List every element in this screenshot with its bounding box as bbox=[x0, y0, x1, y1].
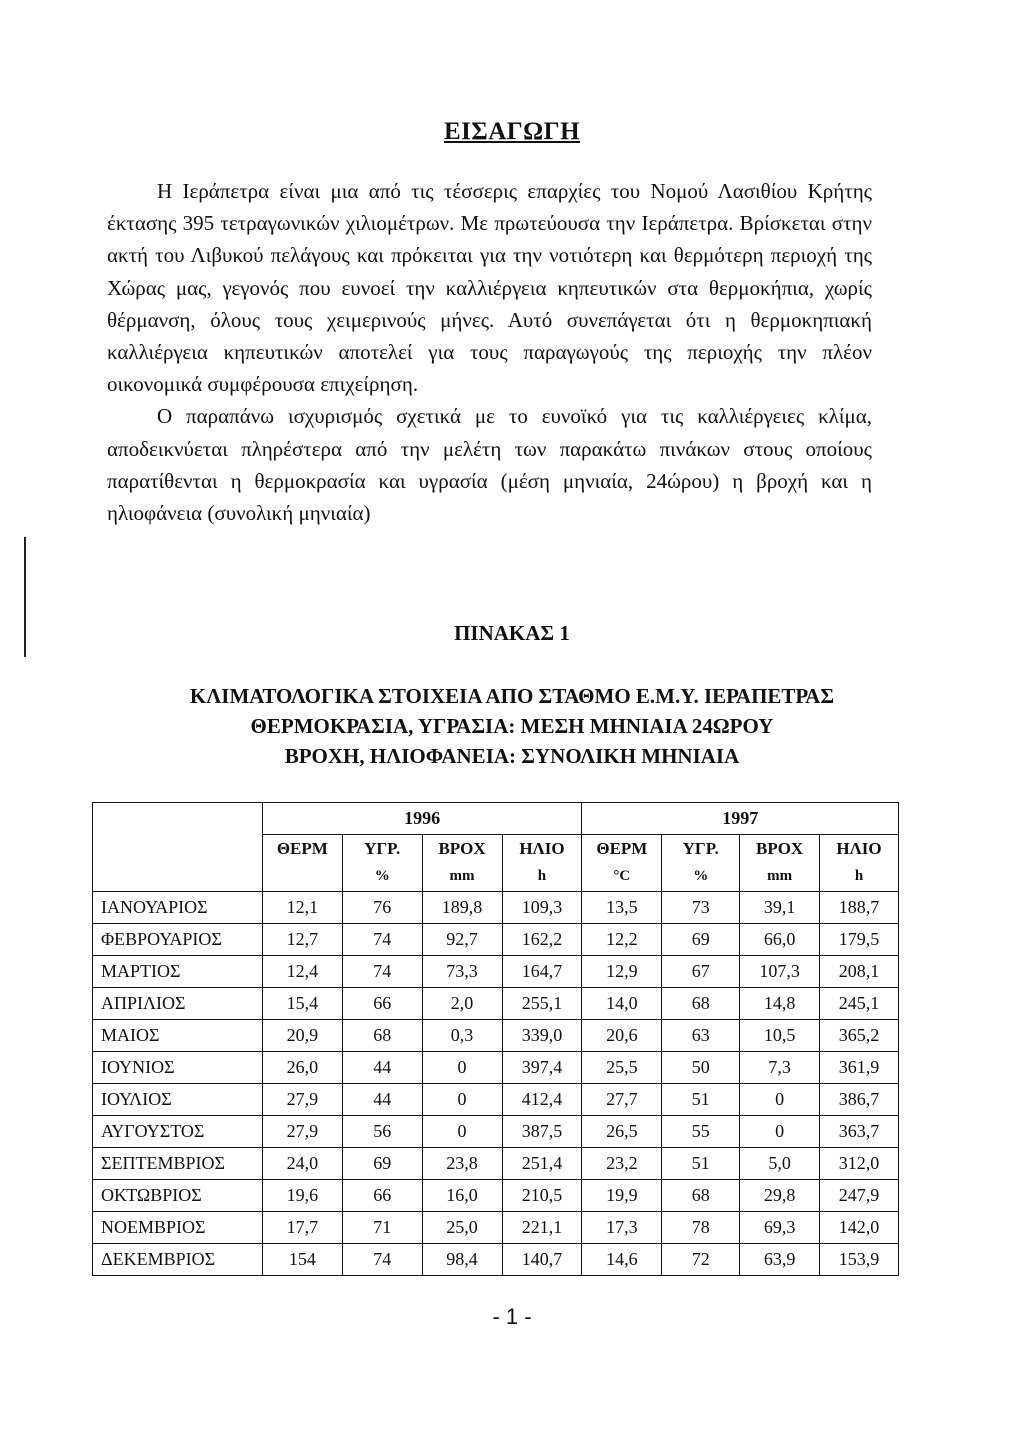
table-row bbox=[93, 1115, 899, 1147]
value-cell: 44 bbox=[342, 1051, 422, 1083]
value-cell: 361,9 bbox=[820, 1051, 899, 1083]
year-1996: 1996 bbox=[262, 803, 582, 835]
table-row bbox=[93, 1051, 899, 1083]
value-cell: 56 bbox=[342, 1115, 422, 1147]
value-cell: 74 bbox=[342, 923, 422, 955]
value-cell: 0 bbox=[422, 1115, 502, 1147]
value-cell: 109,3 bbox=[502, 891, 582, 923]
value-cell: 153,9 bbox=[820, 1243, 899, 1275]
value-cell: 210,5 bbox=[502, 1179, 582, 1211]
value-cell: 251,4 bbox=[502, 1147, 582, 1179]
value-cell: 39,1 bbox=[740, 891, 820, 923]
value-cell: 12,2 bbox=[582, 923, 662, 955]
value-cell: 142,0 bbox=[820, 1211, 899, 1243]
value-cell: 15,4 bbox=[262, 987, 342, 1019]
col-head: ΒΡΟΧ bbox=[740, 834, 820, 863]
value-cell: 189,8 bbox=[422, 891, 502, 923]
month-cell: ΣΕΠΤΕΜΒΡΙΟΣ bbox=[93, 1147, 263, 1179]
value-cell: 66 bbox=[342, 987, 422, 1019]
table-row bbox=[93, 1147, 899, 1179]
value-cell: 10,5 bbox=[740, 1019, 820, 1051]
unit-cell: °C bbox=[582, 863, 662, 892]
value-cell: 68 bbox=[342, 1019, 422, 1051]
table-row bbox=[93, 1083, 899, 1115]
table-row bbox=[93, 987, 899, 1019]
corner-cell bbox=[93, 803, 263, 835]
value-cell: 14,6 bbox=[582, 1243, 662, 1275]
value-cell: 50 bbox=[662, 1051, 740, 1083]
table-row bbox=[93, 1211, 899, 1243]
value-cell: 162,2 bbox=[502, 923, 582, 955]
table-subtitle-3: ΒΡΟΧΗ, ΗΛΙΟΦΑΝΕΙΑ: ΣΥΝΟΛΙΚΗ ΜΗΝΙΑΙΑ bbox=[284, 744, 740, 768]
value-cell: 245,1 bbox=[820, 987, 899, 1019]
column-header-row bbox=[93, 834, 899, 863]
value-cell: 164,7 bbox=[502, 955, 582, 987]
value-cell: 179,5 bbox=[820, 923, 899, 955]
value-cell: 17,3 bbox=[582, 1211, 662, 1243]
value-cell: 387,5 bbox=[502, 1115, 582, 1147]
year-1997: 1997 bbox=[582, 803, 899, 835]
month-cell: ΑΥΓΟΥΣΤΟΣ bbox=[93, 1115, 263, 1147]
table-row bbox=[93, 1019, 899, 1051]
col-head: ΘΕΡΜ bbox=[582, 834, 662, 863]
value-cell: 188,7 bbox=[820, 891, 899, 923]
table-row bbox=[93, 923, 899, 955]
value-cell: 247,9 bbox=[820, 1179, 899, 1211]
value-cell: 19,6 bbox=[262, 1179, 342, 1211]
value-cell: 12,7 bbox=[262, 923, 342, 955]
value-cell: 12,1 bbox=[262, 891, 342, 923]
value-cell: 68 bbox=[662, 1179, 740, 1211]
value-cell: 74 bbox=[342, 955, 422, 987]
value-cell: 76 bbox=[342, 891, 422, 923]
value-cell: 26,5 bbox=[582, 1115, 662, 1147]
value-cell: 365,2 bbox=[820, 1019, 899, 1051]
value-cell: 208,1 bbox=[820, 955, 899, 987]
value-cell: 14,0 bbox=[582, 987, 662, 1019]
value-cell: 20,6 bbox=[582, 1019, 662, 1051]
month-cell: ΦΕΒΡΟΥΑΡΙΟΣ bbox=[93, 923, 263, 955]
table-subtitle-2: ΘΕΡΜΟΚΡΑΣΙΑ, ΥΓΡΑΣΙΑ: ΜΕΣΗ ΜΗΝΙΑΙΑ 24ΩΡΟΥ bbox=[250, 714, 774, 738]
value-cell: 140,7 bbox=[502, 1243, 582, 1275]
page-heading: ΕΙΣΑΓΩΓΗ bbox=[443, 118, 581, 145]
value-cell: 73,3 bbox=[422, 955, 502, 987]
value-cell: 0 bbox=[422, 1083, 502, 1115]
value-cell: 92,7 bbox=[422, 923, 502, 955]
value-cell: 73 bbox=[662, 891, 740, 923]
value-cell: 51 bbox=[662, 1083, 740, 1115]
corner-cell bbox=[93, 834, 263, 863]
value-cell: 0,3 bbox=[422, 1019, 502, 1051]
month-cell: ΝΟΕΜΒΡΙΟΣ bbox=[93, 1211, 263, 1243]
col-head: ΘΕΡΜ bbox=[262, 834, 342, 863]
table-row bbox=[93, 891, 899, 923]
value-cell: 397,4 bbox=[502, 1051, 582, 1083]
value-cell: 23,2 bbox=[582, 1147, 662, 1179]
value-cell: 55 bbox=[662, 1115, 740, 1147]
value-cell: 25,0 bbox=[422, 1211, 502, 1243]
value-cell: 312,0 bbox=[820, 1147, 899, 1179]
value-cell: 44 bbox=[342, 1083, 422, 1115]
value-cell: 154 bbox=[262, 1243, 342, 1275]
paragraph-1: Η Ιεράπετρα είναι μια από τις τέσσερις επαρχίες του Νομού Λασιθίου Κρήτης έκτασης 395 τετραγωνικών χιλιομέτρων. Με πρωτεύουσα την Ιεράπετρα. Βρίσκεται στην ακτή του Λιβυκού πελάγους και πρόκειται για την νοτιότερη και θερμότερη περιοχή της Χώρας μας, γεγονός που ευνοεί την καλλιέργεια κηπευτικών στα θερμοκήπια, χωρίς θέρμανση, όλους τους χειμερινούς μήνες. Αυτό συνεπάγεται ότι η θερμοκηπιακή καλλιέργεια κηπευτικών αποτελεί για τους παραγωγούς της περιοχής την πλέον οικονομικά συμφέρουσα επιχείρηση. bbox=[107, 179, 872, 397]
value-cell: 71 bbox=[342, 1211, 422, 1243]
value-cell: 13,5 bbox=[582, 891, 662, 923]
intro-text bbox=[107, 175, 872, 529]
table-subtitle-1: ΚΛΙΜΑΤΟΛΟΓΙΚΑ ΣΤΟΙΧΕΙΑ ΑΠΟ ΣΤΑΘΜΟ Ε.Μ.Υ. ΙΕΡΑΠΕΤΡΑΣ bbox=[189, 684, 835, 708]
unit-cell: % bbox=[342, 863, 422, 892]
month-cell: ΑΠΡΙΛΙΟΣ bbox=[93, 987, 263, 1019]
unit-cell: mm bbox=[740, 863, 820, 892]
value-cell: 339,0 bbox=[502, 1019, 582, 1051]
value-cell: 12,9 bbox=[582, 955, 662, 987]
value-cell: 25,5 bbox=[582, 1051, 662, 1083]
value-cell: 255,1 bbox=[502, 987, 582, 1019]
table-title: ΠΙΝΑΚΑΣ 1 bbox=[454, 621, 570, 645]
value-cell: 412,4 bbox=[502, 1083, 582, 1115]
value-cell: 27,9 bbox=[262, 1115, 342, 1147]
value-cell: 5,0 bbox=[740, 1147, 820, 1179]
unit-cell bbox=[262, 863, 342, 892]
col-head: ΗΛΙΟ bbox=[820, 834, 899, 863]
value-cell: 386,7 bbox=[820, 1083, 899, 1115]
month-cell: ΙΟΥΝΙΟΣ bbox=[93, 1051, 263, 1083]
col-head: ΥΓΡ. bbox=[342, 834, 422, 863]
month-cell: ΟΚΤΩΒΡΙΟΣ bbox=[93, 1179, 263, 1211]
value-cell: 7,3 bbox=[740, 1051, 820, 1083]
value-cell: 0 bbox=[740, 1115, 820, 1147]
value-cell: 16,0 bbox=[422, 1179, 502, 1211]
value-cell: 29,8 bbox=[740, 1179, 820, 1211]
value-cell: 19,9 bbox=[582, 1179, 662, 1211]
value-cell: 0 bbox=[740, 1083, 820, 1115]
value-cell: 66,0 bbox=[740, 923, 820, 955]
value-cell: 69 bbox=[662, 923, 740, 955]
table-row bbox=[93, 1179, 899, 1211]
value-cell: 72 bbox=[662, 1243, 740, 1275]
month-cell: ΔΕΚΕΜΒΡΙΟΣ bbox=[93, 1243, 263, 1275]
value-cell: 2,0 bbox=[422, 987, 502, 1019]
value-cell: 24,0 bbox=[262, 1147, 342, 1179]
page-number: - 1 - bbox=[492, 1304, 532, 1329]
value-cell: 78 bbox=[662, 1211, 740, 1243]
value-cell: 51 bbox=[662, 1147, 740, 1179]
value-cell: 20,9 bbox=[262, 1019, 342, 1051]
unit-cell: h bbox=[820, 863, 899, 892]
value-cell: 0 bbox=[422, 1051, 502, 1083]
value-cell: 26,0 bbox=[262, 1051, 342, 1083]
value-cell: 67 bbox=[662, 955, 740, 987]
corner-cell bbox=[93, 863, 263, 892]
value-cell: 66 bbox=[342, 1179, 422, 1211]
month-cell: ΜΑΙΟΣ bbox=[93, 1019, 263, 1051]
value-cell: 17,7 bbox=[262, 1211, 342, 1243]
value-cell: 12,4 bbox=[262, 955, 342, 987]
table-body bbox=[93, 891, 899, 1275]
value-cell: 69,3 bbox=[740, 1211, 820, 1243]
unit-cell: h bbox=[502, 863, 582, 892]
col-head: ΗΛΙΟ bbox=[502, 834, 582, 863]
table-row bbox=[93, 955, 899, 987]
climate-table bbox=[92, 802, 899, 1276]
month-cell: ΜΑΡΤΙΟΣ bbox=[93, 955, 263, 987]
value-cell: 221,1 bbox=[502, 1211, 582, 1243]
value-cell: 14,8 bbox=[740, 987, 820, 1019]
month-cell: ΙΑΝΟΥΑΡΙΟΣ bbox=[93, 891, 263, 923]
table-row bbox=[93, 1243, 899, 1275]
value-cell: 27,9 bbox=[262, 1083, 342, 1115]
value-cell: 63,9 bbox=[740, 1243, 820, 1275]
month-cell: ΙΟΥΛΙΟΣ bbox=[93, 1083, 263, 1115]
year-header-row bbox=[93, 803, 899, 835]
value-cell: 63 bbox=[662, 1019, 740, 1051]
col-head: ΒΡΟΧ bbox=[422, 834, 502, 863]
value-cell: 363,7 bbox=[820, 1115, 899, 1147]
unit-cell: % bbox=[662, 863, 740, 892]
unit-row bbox=[93, 863, 899, 892]
value-cell: 74 bbox=[342, 1243, 422, 1275]
paragraph-2: Ο παραπάνω ισχυρισμός σχετικά με το ευνοϊκό για τις καλλιέργειες κλίμα, αποδεικνύεται πληρέστερα από την μελέτη των παρακάτω πινάκων στους οποίους παρατίθενται η θερμοκρασία και υγρασία (μέση μηνιαία, 24ώρου) η βροχή και η ηλιοφάνεια (συνολική μηνιαία) bbox=[107, 404, 872, 526]
value-cell: 27,7 bbox=[582, 1083, 662, 1115]
value-cell: 107,3 bbox=[740, 955, 820, 987]
unit-cell: mm bbox=[422, 863, 502, 892]
value-cell: 23,8 bbox=[422, 1147, 502, 1179]
value-cell: 98,4 bbox=[422, 1243, 502, 1275]
value-cell: 69 bbox=[342, 1147, 422, 1179]
col-head: ΥΓΡ. bbox=[662, 834, 740, 863]
value-cell: 68 bbox=[662, 987, 740, 1019]
